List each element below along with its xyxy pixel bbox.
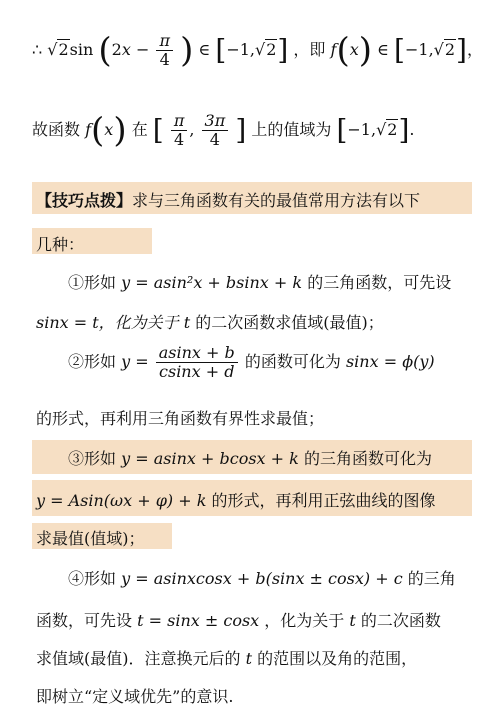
line-3: 【技巧点拨】求与三角函数有关的最值常用方法有以下 <box>36 191 421 210</box>
line-6: sinx = t，化为关于 t 的二次函数求值域(最值)； <box>36 313 384 332</box>
line-5: ①形如 y = asin²x + bsinx + k 的三角函数，可先设 <box>68 273 452 292</box>
line-12: ④形如 y = asinxcosx + b(sinx ± cosx) + c 的三角 <box>68 569 456 588</box>
frac-pi-4: $\frac{\pi}{4}$ <box>156 32 173 69</box>
line-1: ∴ √2sin (2x − $\frac{\pi}{4}$ ) ∈ [−1,√2] ，即 f(x) ∈ [−1,√2]， <box>32 30 483 71</box>
line-11: 求最值(值域)； <box>36 529 145 548</box>
line-2: 故函数 f(x) 在 [ $\frac{\pi}{4}$ , $\frac{3\pi}{4}$ ] 上的值域为 [−1,√2]. <box>32 110 415 151</box>
line-7: ②形如 y = $\frac{asinx + b}{csinx + d}$ 的函数可化为 sinx = ϕ(y) <box>68 343 435 381</box>
line-9: ③形如 y = asinx + bcosx + k 的三角函数可化为 <box>68 449 432 468</box>
line-4: 几种： <box>36 235 85 254</box>
line-10: y = Asin(ωx + φ) + k 的形式，再利用正弦曲线的图像 <box>36 491 436 510</box>
line-14: 求值域(最值)．注意换元后的 t 的范围以及角的范围， <box>36 649 418 668</box>
line-13: 函数，可先设 t = sinx ± cosx ，化为关于 t 的二次函数 <box>36 611 441 630</box>
line-15: 即树立“定义域优先”的意识. <box>36 687 234 706</box>
line-8: 的形式，再利用三角函数有界性求最值； <box>36 409 325 428</box>
